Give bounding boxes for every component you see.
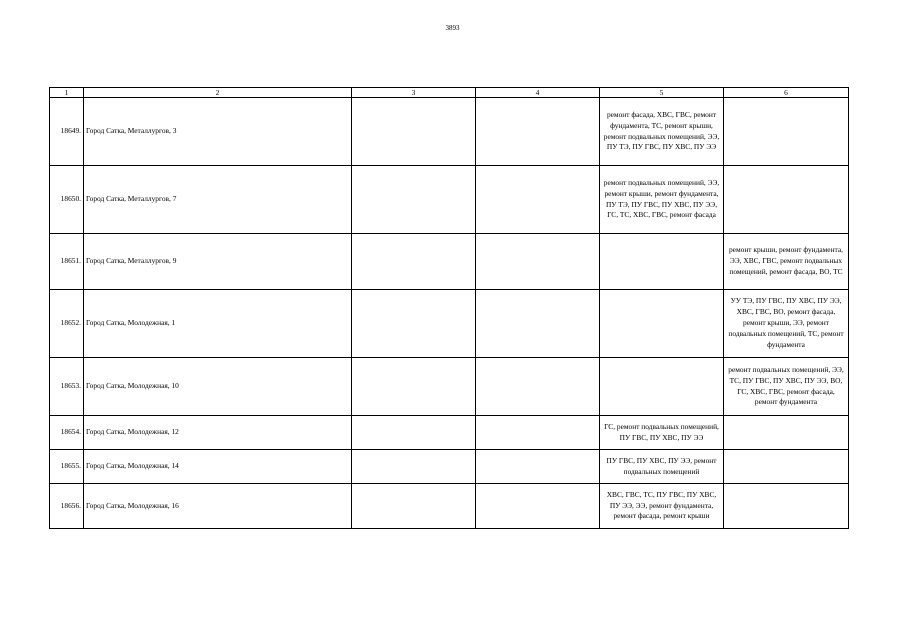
row-number: 18656. xyxy=(50,484,84,529)
row-col3 xyxy=(352,290,476,358)
header-cell-3: 3 xyxy=(352,88,476,98)
row-number: 18652. xyxy=(50,290,84,358)
table-row xyxy=(50,358,849,416)
row-col6-works xyxy=(724,416,849,450)
table-row xyxy=(50,98,849,166)
row-col4 xyxy=(476,484,600,529)
row-col4 xyxy=(476,358,600,416)
row-col5-works: ремонт фасада, ХВС, ГВС, ремонт фундамента, ТС, ремонт крыши, ремонт подвальных помещений, ЭЭ, ПУ ТЭ, ПУ ГВС, ПУ ХВС, ПУ ЭЭ xyxy=(600,98,724,166)
row-col5-works: ПУ ГВС, ПУ ХВС, ПУ ЭЭ, ремонт подвальных помещений xyxy=(600,450,724,484)
row-col6-works: ремонт подвальных помещений, ЭЭ, ТС, ПУ ГВС, ПУ ХВС, ПУ ЭЭ, ВО, ГС, ХВС, ГВС, ремонт фасада, ремонт фундамента xyxy=(724,358,849,416)
header-cell-2: 2 xyxy=(84,88,352,98)
row-number: 18650. xyxy=(50,166,84,234)
header-cell-4: 4 xyxy=(476,88,600,98)
row-address: Город Сатка, Молодежная, 14 xyxy=(84,450,352,484)
header-cell-1: 1 xyxy=(50,88,84,98)
row-address: Город Сатка, Металлургов, 9 xyxy=(84,234,352,290)
row-address: Город Сатка, Молодежная, 10 xyxy=(84,358,352,416)
row-col4 xyxy=(476,450,600,484)
row-col6-works: ремонт крыши, ремонт фундамента, ЭЭ, ХВС, ГВС, ремонт подвальных помещений, ремонт фасада, ВО, ТС xyxy=(724,234,849,290)
row-col3 xyxy=(352,234,476,290)
row-col3 xyxy=(352,166,476,234)
row-number: 18651. xyxy=(50,234,84,290)
row-address: Город Сатка, Молодежная, 1 xyxy=(84,290,352,358)
header-cell-6: 6 xyxy=(724,88,849,98)
row-col5-works xyxy=(600,234,724,290)
row-col5-works: ремонт подвальных помещений, ЭЭ, ремонт крыши, ремонт фундамента, ПУ ТЭ, ПУ ГВС, ПУ ХВС, ПУ ЭЭ, ГС, ТС, ХВС, ГВС, ремонт фасада xyxy=(600,166,724,234)
row-col3 xyxy=(352,98,476,166)
table-row xyxy=(50,484,849,529)
row-col3 xyxy=(352,450,476,484)
table-row xyxy=(50,416,849,450)
row-col6-works: УУ ТЭ, ПУ ГВС, ПУ ХВС, ПУ ЭЭ, ХВС, ГВС, ВО, ремонт фасада, ремонт крыши, ЭЭ, ремонт подвальных помещений, ТС, ремонт фундамента xyxy=(724,290,849,358)
row-address: Город Сатка, Металлургов, 3 xyxy=(84,98,352,166)
row-col4 xyxy=(476,234,600,290)
table-row xyxy=(50,450,849,484)
row-col5-works xyxy=(600,290,724,358)
row-col3 xyxy=(352,358,476,416)
row-col5-works xyxy=(600,358,724,416)
table-row xyxy=(50,166,849,234)
row-address: Город Сатка, Металлургов, 7 xyxy=(84,166,352,234)
row-number: 18649. xyxy=(50,98,84,166)
row-address: Город Сатка, Молодежная, 12 xyxy=(84,416,352,450)
row-col4 xyxy=(476,98,600,166)
row-col3 xyxy=(352,484,476,529)
row-address: Город Сатка, Молодежная, 16 xyxy=(84,484,352,529)
row-col6-works xyxy=(724,450,849,484)
row-col4 xyxy=(476,290,600,358)
row-number: 18654. xyxy=(50,416,84,450)
row-col5-works: ХВС, ГВС, ТС, ПУ ГВС, ПУ ХВС, ПУ ЭЭ, ЭЭ, ремонт фундамента, ремонт фасада, ремонт крыши xyxy=(600,484,724,529)
row-col4 xyxy=(476,416,600,450)
page-number: 3893 xyxy=(445,24,460,32)
registry-table xyxy=(49,87,849,529)
header-cell-5: 5 xyxy=(600,88,724,98)
row-number: 18653. xyxy=(50,358,84,416)
row-col3 xyxy=(352,416,476,450)
row-number: 18655. xyxy=(50,450,84,484)
row-col6-works xyxy=(724,166,849,234)
table-row xyxy=(50,290,849,358)
row-col6-works xyxy=(724,484,849,529)
row-col4 xyxy=(476,166,600,234)
table-row xyxy=(50,234,849,290)
table-header-row xyxy=(50,88,849,98)
row-col6-works xyxy=(724,98,849,166)
row-col5-works: ГС, ремонт подвальных помещений, ПУ ГВС, ПУ ХВС, ПУ ЭЭ xyxy=(600,416,724,450)
